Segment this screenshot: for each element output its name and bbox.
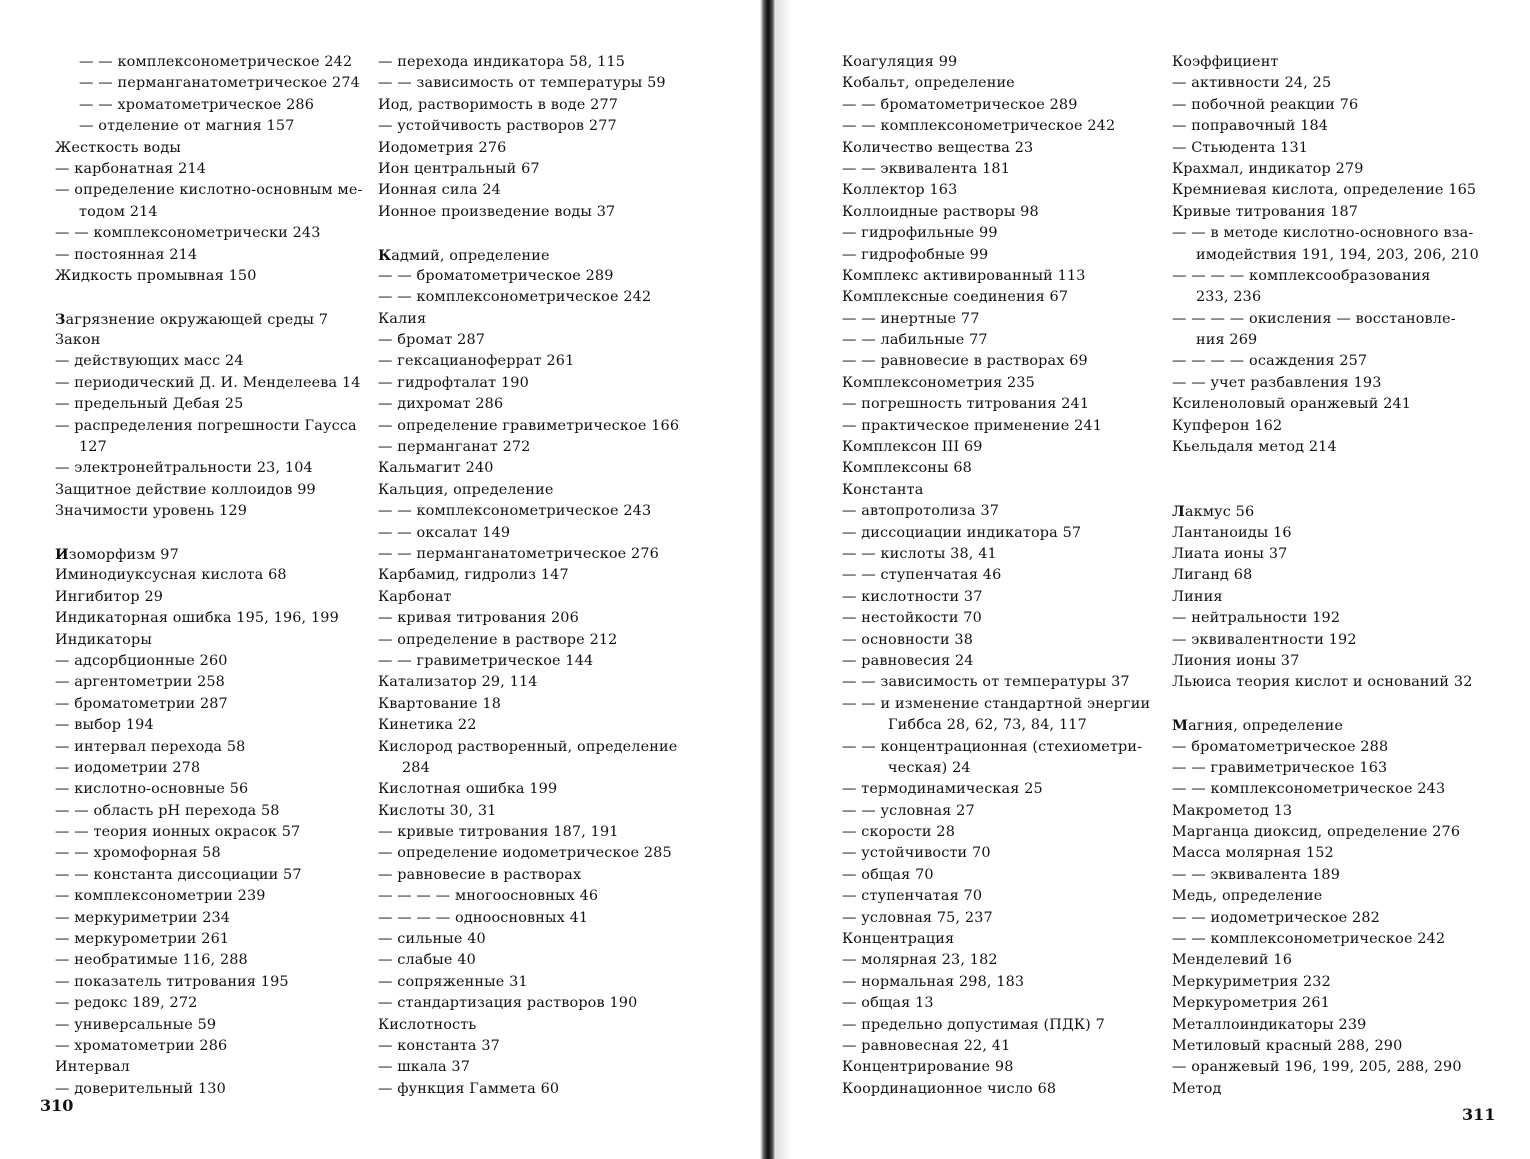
index-entry: — — — — осаждения 257 [1172, 353, 1368, 370]
index-entry: — — инертные 77 [842, 310, 980, 327]
index-entry: Ингибитор 29 [55, 588, 164, 605]
index-entry: Иод, растворимость в воде 277 [378, 96, 619, 113]
index-entry: Меркуриметрия 232 [1172, 973, 1331, 990]
index-entry: — — концентрационная (стехиометри- [842, 738, 1143, 755]
index-entry: — — перманганатометрическое 276 [378, 545, 659, 562]
index-entry: Жесткость воды [55, 139, 181, 156]
index-entry: Закон [55, 332, 101, 349]
index-entry: Кальция, определение [378, 481, 554, 498]
index-entry: — бромат 287 [378, 332, 486, 349]
index-entry: — определение иодометрическое 285 [378, 845, 672, 862]
index-entry: Гиббса 28, 62, 73, 84, 117 [888, 717, 1087, 734]
index-entry: — гидрофобные 99 [842, 246, 989, 263]
index-entry: — практическое применение 241 [842, 417, 1103, 434]
index-entry: — аргентометрии 258 [55, 674, 225, 691]
index-entry: — электронейтральности 23, 104 [55, 460, 313, 477]
index-entry: Метиловый красный 288, 290 [1172, 1037, 1403, 1054]
index-entry: — — лабильные 77 [842, 332, 988, 349]
index-entry: — — эквивалента 181 [842, 160, 1011, 177]
index-entry: Квартование 18 [378, 695, 502, 712]
index-entry: Комплексон III 69 [842, 439, 983, 456]
index-entry: — общая 13 [842, 995, 934, 1012]
index-entry: — сильные 40 [378, 931, 486, 948]
index-entry: Индикаторы [55, 631, 152, 648]
index-entry: — равновесия 24 [842, 652, 974, 669]
index-entry: Лиата ионы 37 [1172, 545, 1288, 562]
index-entry: Лакмус 56 [1172, 503, 1255, 521]
section-gap [1172, 694, 1479, 715]
index-entry: — — область pH перехода 58 [55, 802, 280, 819]
index-entry: — меркуриметрии 234 [55, 909, 231, 926]
index-entry: Карбамид, гидролиз 147 [378, 567, 569, 584]
index-entry: — — хроматометрическое 286 [79, 96, 315, 113]
index-entry: — — зависимость от температуры 37 [842, 674, 1130, 691]
index-entry: Масса молярная 152 [1172, 845, 1334, 862]
index-entry: Медь, определение [1172, 888, 1323, 905]
index-entry: — слабые 40 [378, 952, 476, 969]
index-entry: — эквивалентности 192 [1172, 631, 1357, 648]
index-entry: Коагуляция 99 [842, 54, 958, 70]
index-entry: ческая) 24 [888, 759, 971, 776]
index-entry: — — условная 27 [842, 802, 975, 819]
index-entry: — — комплексонометрическое 242 [79, 54, 353, 70]
index-entry: — устойчивость растворов 277 [378, 118, 617, 135]
index-entry: — условная 75, 237 [842, 909, 993, 926]
index-entry: Лиганд 68 [1172, 567, 1253, 584]
index-entry: Лиония ионы 37 [1172, 652, 1300, 669]
index-entry: — гидрофильные 99 [842, 225, 998, 242]
index-column-1 [55, 52, 363, 1100]
index-entry: — шкала 37 [378, 1059, 471, 1076]
index-entry: — постоянная 214 [55, 246, 198, 263]
index-entry: — — оксалат 149 [378, 524, 511, 541]
index-entry: — — ступенчатая 46 [842, 567, 1002, 584]
index-entry: — определение в растворе 212 [378, 631, 618, 648]
index-entry: 127 [79, 439, 107, 456]
index-entry: — карбонатная 214 [55, 160, 207, 177]
index-entry: — — кислоты 38, 41 [842, 545, 997, 562]
index-entry: Концентрирование 98 [842, 1059, 1014, 1076]
section-initial: И [55, 545, 69, 563]
index-entry: Магния, определение [1172, 717, 1344, 735]
index-entry: Иодометрия 276 [378, 139, 507, 156]
index-entry: Комплексоны 68 [842, 460, 972, 477]
index-entry: — — комплексонометрическое 242 [378, 289, 652, 306]
index-entry: Изоморфизм 97 [55, 545, 179, 563]
index-entry: — — броматометрическое 289 [378, 267, 614, 284]
index-entry: — перехода индикатора 58, 115 [378, 54, 626, 70]
page-number-left: 310 [40, 1096, 74, 1115]
index-entry: — комплексонометрии 239 [55, 888, 266, 905]
index-entry: Кадмий, определение [378, 246, 550, 264]
index-entry: — предельный Дебая 25 [55, 396, 244, 413]
index-entry: — — комплексонометрическое 242 [842, 118, 1116, 135]
index-entry: — иодометрии 278 [55, 759, 201, 776]
index-entry: — универсальные 59 [55, 1016, 217, 1033]
index-entry: — определение гравиметрическое 166 [378, 417, 680, 434]
section-initial: Л [1172, 503, 1185, 521]
index-entry: Координационное число 68 [842, 1080, 1057, 1097]
index-entry: — хроматометрии 286 [55, 1037, 228, 1054]
index-entry: — общая 70 [842, 866, 934, 883]
index-entry: Кальмагит 240 [378, 460, 494, 477]
index-entry: — доверительный 130 [55, 1080, 226, 1097]
index-entry: Комплекс активированный 113 [842, 267, 1086, 284]
index-entry: Макрометод 13 [1172, 802, 1293, 819]
index-entry: — показатель титрования 195 [55, 973, 289, 990]
index-entry: — диссоциации индикатора 57 [842, 524, 1082, 541]
section-initial: К [378, 246, 392, 264]
index-entry: — — комплексонометрическое 243 [378, 503, 652, 520]
index-entry: — отделение от магния 157 [79, 118, 295, 135]
section-gap [378, 223, 679, 244]
index-entry: Концентрация [842, 931, 955, 948]
index-entry: — перманганат 272 [378, 439, 531, 456]
index-entry: — кислотно-основные 56 [55, 781, 249, 798]
index-entry: — — в методе кислотно-основного вза- [1172, 225, 1474, 242]
index-entry: — предельно допустимая (ПДК) 7 [842, 1016, 1105, 1033]
index-entry: — — теория ионных окрасок 57 [55, 824, 301, 841]
index-entry: Кьельдаля метод 214 [1172, 439, 1337, 456]
index-entry: Кислород растворенный, определение [378, 738, 678, 755]
index-entry: Марганца диоксид, определение 276 [1172, 824, 1461, 841]
index-entry: — — — — одноосновных 41 [378, 909, 589, 926]
index-entry: — — равновесие в растворах 69 [842, 353, 1088, 370]
index-entry: Катализатор 29, 114 [378, 674, 538, 691]
index-entry: — — комплексонометрически 243 [55, 225, 321, 242]
index-entry: — определение кислотно-основным ме- [55, 182, 363, 199]
index-entry: Кривые титрования 187 [1172, 203, 1359, 220]
index-entry: Купферон 162 [1172, 417, 1283, 434]
page-number-right: 311 [1462, 1105, 1496, 1124]
index-entry: Иминодиуксусная кислота 68 [55, 567, 287, 584]
index-entry: — — броматометрическое 289 [842, 96, 1078, 113]
index-entry: Кислотность [378, 1016, 477, 1033]
index-entry: имодействия 191, 194, 203, 206, 210 [1196, 246, 1479, 263]
index-entry: — равновесная 22, 41 [842, 1037, 1011, 1054]
book-spine-shadow [776, 0, 792, 1159]
index-entry: Количество вещества 23 [842, 139, 1034, 156]
index-entry: Интервал [55, 1059, 130, 1076]
index-entry: — стандартизация растворов 190 [378, 995, 638, 1012]
index-entry: Лантаноиды 16 [1172, 524, 1292, 541]
index-entry: — — — — комплексообразования [1172, 267, 1431, 284]
index-entry: 284 [402, 759, 430, 776]
index-entry: Линия [1172, 588, 1223, 605]
index-entry: — оранжевый 196, 199, 205, 288, 290 [1172, 1059, 1462, 1076]
index-entry: — — гравиметрическое 144 [378, 652, 594, 669]
index-entry: — кривые титрования 187, 191 [378, 824, 619, 841]
index-entry: — редокс 189, 272 [55, 995, 198, 1012]
index-entry: — термодинамическая 25 [842, 781, 1043, 798]
index-entry: Коэффициент [1172, 54, 1279, 70]
index-entry: Крахмал, индикатор 279 [1172, 160, 1364, 177]
index-entry: — периодический Д. И. Менделеева 14 [55, 374, 361, 391]
index-column-4 [1172, 52, 1479, 1100]
index-entry: — — иодометрическое 282 [1172, 909, 1380, 926]
index-entry: — гидрофталат 190 [378, 374, 529, 391]
section-gap [1172, 458, 1479, 479]
index-column-2 [378, 52, 679, 1100]
index-entry: Коллоидные растворы 98 [842, 203, 1039, 220]
index-entry: Меркурометрия 261 [1172, 995, 1330, 1012]
index-entry: — действующих масс 24 [55, 353, 244, 370]
index-entry: Жидкость промывная 150 [55, 267, 257, 284]
section-initial: З [55, 310, 66, 328]
index-entry: — необратимые 116, 288 [55, 952, 248, 969]
index-entry: — функция Гаммета 60 [378, 1080, 560, 1097]
index-entry: Загрязнение окружающей среды 7 [55, 310, 329, 328]
index-entry: Металлоиндикаторы 239 [1172, 1016, 1367, 1033]
index-entry: — сопряженные 31 [378, 973, 528, 990]
index-entry: Защитное действие коллоидов 99 [55, 481, 316, 498]
index-entry: — — гравиметрическое 163 [1172, 759, 1388, 776]
index-entry: — меркурометрии 261 [55, 931, 230, 948]
index-entry: Карбонат [378, 588, 452, 605]
index-entry: Ионная сила 24 [378, 182, 501, 199]
index-entry: тодом 214 [79, 203, 158, 220]
index-entry: Индикаторная ошибка 195, 196, 199 [55, 610, 339, 627]
index-entry: — распределения погрешности Гаусса [55, 417, 357, 434]
index-entry: — адсорбционные 260 [55, 652, 228, 669]
index-entry: Кремниевая кислота, определение 165 [1172, 182, 1477, 199]
index-entry: Льюиса теория кислот и оснований 32 [1172, 674, 1473, 691]
index-entry: Метод [1172, 1080, 1222, 1097]
index-entry: Константа [842, 481, 924, 498]
index-entry: — молярная 23, 182 [842, 952, 998, 969]
index-entry: — кислотности 37 [842, 588, 983, 605]
index-entry: — — эквивалента 189 [1172, 866, 1341, 883]
index-entry: Коллектор 163 [842, 182, 958, 199]
index-entry: Менделевий 16 [1172, 952, 1292, 969]
index-entry: Значимости уровень 129 [55, 503, 248, 520]
index-entry: — константа 37 [378, 1037, 500, 1054]
index-entry: 233, 236 [1196, 289, 1262, 306]
index-entry: — выбор 194 [55, 717, 154, 734]
index-entry: — — константа диссоциации 57 [55, 866, 302, 883]
index-entry: — — хромофорная 58 [55, 845, 221, 862]
index-column-3 [842, 52, 1150, 1100]
index-entry: Ион центральный 67 [378, 160, 540, 177]
book-spine [760, 0, 776, 1159]
index-entry: — Стьюдента 131 [1172, 139, 1309, 156]
index-entry: Ионное произведение воды 37 [378, 203, 616, 220]
index-entry: Кислоты 30, 31 [378, 802, 497, 819]
index-entry: Комплексонометрия 235 [842, 374, 1035, 391]
section-gap [1172, 480, 1479, 501]
index-entry: — активности 24, 25 [1172, 75, 1332, 92]
index-entry: — — учет разбавления 193 [1172, 374, 1382, 391]
index-entry: Ксиленоловый оранжевый 241 [1172, 396, 1412, 413]
index-entry: — поправочный 184 [1172, 118, 1329, 135]
index-entry: — — — — окисления — восстановле- [1172, 310, 1456, 327]
index-entry: — броматометрии 287 [55, 695, 228, 712]
index-entry: — — комплексонометрическое 243 [1172, 781, 1446, 798]
index-entry: — ступенчатая 70 [842, 888, 983, 905]
index-entry: — нормальная 298, 183 [842, 973, 1025, 990]
index-entry: — — — — многоосновных 46 [378, 888, 599, 905]
index-entry: — кривая титрования 206 [378, 610, 579, 627]
index-entry: — автопротолиза 37 [842, 503, 1000, 520]
index-entry: — погрешность титрования 241 [842, 396, 1090, 413]
index-entry: — броматометрическое 288 [1172, 738, 1389, 755]
index-entry: — побочной реакции 76 [1172, 96, 1359, 113]
index-entry: — — зависимость от температуры 59 [378, 75, 666, 92]
index-entry: — равновесие в растворах [378, 866, 582, 883]
index-entry: ния 269 [1196, 332, 1258, 349]
index-entry: — гексацианоферрат 261 [378, 353, 575, 370]
index-entry: — — перманганатометрическое 274 [79, 75, 360, 92]
index-entry: — нейтральности 192 [1172, 610, 1341, 627]
section-gap [55, 523, 363, 544]
index-entry: — основности 38 [842, 631, 974, 648]
section-gap [55, 287, 363, 308]
index-entry: — — и изменение стандартной энергии [842, 695, 1151, 712]
index-entry: — интервал перехода 58 [55, 738, 246, 755]
index-entry: — — комплексонометрическое 242 [1172, 931, 1446, 948]
index-entry: Комплексные соединения 67 [842, 289, 1069, 306]
section-initial: М [1172, 717, 1189, 735]
index-entry: — нестойкости 70 [842, 610, 982, 627]
index-entry: — устойчивости 70 [842, 845, 991, 862]
index-entry: — дихромат 286 [378, 396, 504, 413]
index-entry: Кислотная ошибка 199 [378, 781, 558, 798]
index-entry: Кинетика 22 [378, 717, 477, 734]
index-entry: Кобальт, определение [842, 75, 1015, 92]
index-entry: Калия [378, 310, 427, 327]
index-entry: — скорости 28 [842, 824, 956, 841]
